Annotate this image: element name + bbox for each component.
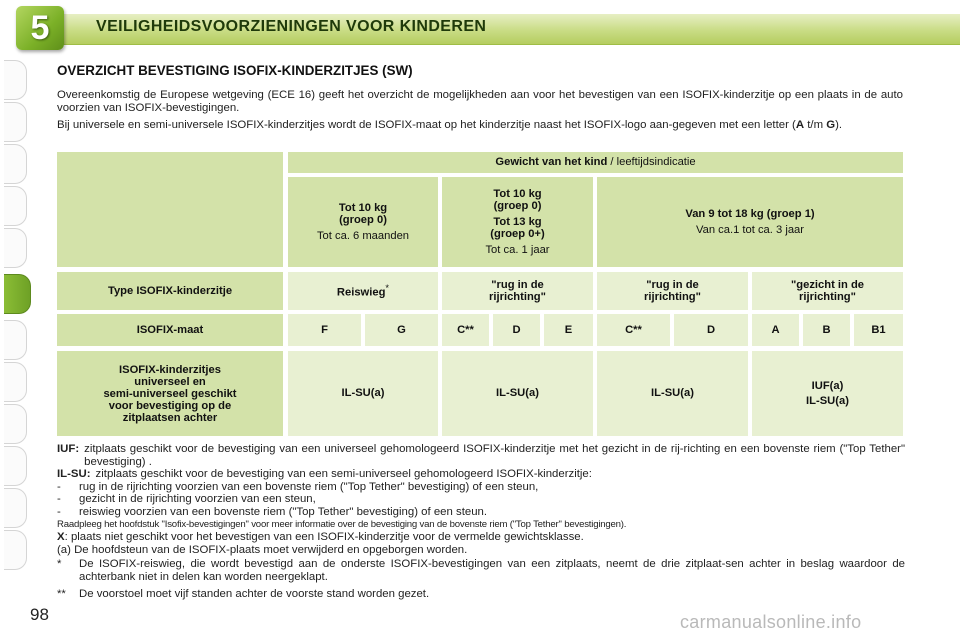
note-text: zitplaats geschikt voor de bevestiging van een universeel gehomologeerd ISOFIX-kinderzitje met het gezicht in de rij-richting en een bovenste riem ("Top Tether" bevestiging) .	[84, 443, 905, 468]
type-footnote-mark: *	[385, 283, 390, 294]
seat-cell: IL-SU(a)	[288, 351, 438, 436]
size-letter-a: A	[795, 119, 805, 131]
chapter-tab[interactable]	[4, 530, 27, 570]
chapter-tab-active[interactable]	[4, 274, 31, 314]
intro-text: t/m	[804, 119, 827, 131]
group-title: Tot 10 kg (groep 0)	[493, 187, 542, 213]
note-key: *	[57, 558, 62, 571]
type-cell	[288, 272, 438, 310]
size-cell: D	[493, 314, 540, 346]
note-star	[57, 558, 905, 583]
header-age-label: / leeftijdsindicatie	[607, 156, 696, 169]
intro-paragraph-2	[57, 119, 903, 132]
chapter-tab[interactable]	[4, 404, 27, 444]
seat-value: IL-SU(a)	[806, 395, 849, 407]
seat-value: IUF(a)	[811, 379, 844, 392]
table-corner	[57, 152, 283, 267]
size-cell: C**	[442, 314, 489, 346]
group-0plus-cell	[442, 177, 593, 267]
note-a: (a) De hoofdsteun van de ISOFIX-plaats moet verwijderd en opgeborgen worden.	[57, 543, 468, 556]
type-cell: "gezicht in de rijrichting"	[752, 272, 903, 310]
note-double-star	[57, 588, 905, 601]
note-dash: - gezicht in de rijrichting voorzien van een steun,	[57, 493, 905, 506]
seat-cell: IL-SU(a)	[442, 351, 593, 436]
group-age: Tot ca. 1 jaar	[485, 243, 550, 256]
type-value: Reiswieg	[336, 287, 386, 300]
chapter-tab[interactable]	[4, 320, 27, 360]
note-text: De voorstoel moet vijf standen achter de voorste stand worden gezet.	[79, 587, 430, 600]
chapter-tab[interactable]	[4, 102, 27, 142]
note-text: reiswieg voorzien van een bovenste riem ("Top Tether" bevestiging) of een steun.	[79, 505, 488, 518]
note-key: IL-SU:	[57, 468, 91, 481]
chapter-tab[interactable]	[4, 362, 27, 402]
table-header	[288, 152, 903, 173]
chapter-tab[interactable]	[4, 60, 27, 100]
seat-cell: IL-SU(a)	[597, 351, 748, 436]
type-cell: "rug in de rijrichting"	[597, 272, 748, 310]
note-text: zitplaats geschikt voor de bevestiging van een semi-universeel gehomologeerd ISOFIX-kinderzitje:	[95, 468, 592, 481]
size-cell: F	[288, 314, 361, 346]
group-title: Van 9 tot 18 kg (groep 1)	[685, 208, 815, 220]
size-cell: G	[365, 314, 438, 346]
group-0-cell	[288, 177, 438, 267]
note-text: : plaats niet geschikt voor het bevestigen van een ISOFIX-kinderzitje voor de vermelde gewichtsklasse.	[64, 531, 584, 544]
note-small: Raadpleeg het hoofdstuk "Isofix-bevestigingen" voor meer informatie over de bevestiging van de bovenste riem ("Top Tether" bevestigingen).	[57, 518, 627, 530]
note-text: De ISOFIX-reiswieg, die wordt bevestigd aan de onderste ISOFIX-bevestigingen van een zitplaats, neemt de drie zitplaat-sen achter in beslag waardoor de achterbank niet in delen kan worden neergeklapt.	[79, 558, 905, 583]
page-number: 98	[30, 605, 49, 624]
watermark: carmanualsonline.info	[680, 612, 862, 632]
size-label: ISOFIX-maat	[57, 314, 283, 346]
intro-paragraph-1: Overeenkomstig de Europese wetgeving (ECE 16) geeft het overzicht de mogelijkheden aan voor het bevestigen van een ISOFIX-kinderzitje op een plaats in de auto voorzien van ISOFIX-bevestigingen.	[57, 89, 903, 114]
type-label: Type ISOFIX-kinderzitje	[57, 272, 283, 310]
group-age: Tot ca. 6 maanden	[316, 229, 410, 242]
header-weight-label: Gewicht van het kind	[495, 156, 608, 169]
chapter-tab[interactable]	[4, 488, 27, 528]
page-header-title: VEILIGHEIDSVOORZIENINGEN VOOR KINDEREN	[96, 18, 487, 35]
note-dash: - reiswieg voorzien van een bovenste riem ("Top Tether" bevestiging) of een steun.	[57, 506, 905, 519]
seats-label: ISOFIX-kinderzitjes universeel en semi-universeel geschikt voor bevestiging op de zitplaatsen achter	[57, 351, 283, 436]
size-cell: D	[674, 314, 748, 346]
type-cell: "rug in de rijrichting"	[442, 272, 593, 310]
note-x	[57, 531, 905, 544]
chapter-badge	[16, 6, 64, 50]
footnotes	[57, 443, 905, 600]
size-cell: B	[803, 314, 850, 346]
chapter-tab[interactable]	[4, 228, 27, 268]
section-title: OVERZICHT BEVESTIGING ISOFIX-KINDERZITJES (SW)	[57, 63, 413, 78]
note-dash: - rug in de rijrichting voorzien van een bovenste riem ("Top Tether" bevestiging) of een steun,	[57, 481, 905, 494]
group-title: Tot 10 kg (groep 0)	[338, 201, 388, 227]
note-text: gezicht in de rijrichting voorzien van een steun,	[79, 493, 316, 506]
group-1-cell	[597, 177, 903, 267]
size-letter-g: G	[826, 119, 836, 131]
note-iuf	[57, 443, 905, 468]
size-cell: B1	[854, 314, 903, 346]
note-key: IUF:	[57, 443, 80, 455]
note-ilsu	[57, 468, 905, 481]
size-cell: C**	[597, 314, 670, 346]
note-key: X	[57, 531, 65, 544]
chapter-tab[interactable]	[4, 446, 27, 486]
chapter-tab[interactable]	[4, 186, 27, 226]
chapter-tabs	[0, 60, 36, 580]
note-key: **	[57, 587, 66, 600]
chapter-tab[interactable]	[4, 144, 27, 184]
note-text: rug in de rijrichting voorzien van een bovenste riem ("Top Tether" bevestiging) of een steun,	[79, 480, 539, 493]
intro-text: Bij universele en semi-universele ISOFIX-kinderzitjes wordt de ISOFIX-maat op het kinderzitje naast het ISOFIX-logo aan-gegeven met een letter (	[57, 119, 796, 131]
intro-text: ).	[835, 119, 843, 131]
group-age: Van ca.1 tot ca. 3 jaar	[695, 223, 804, 236]
chapter-number: 5	[30, 9, 50, 47]
group-title: Tot 13 kg (groep 0+)	[490, 215, 545, 241]
size-cell: A	[752, 314, 799, 346]
size-cell: E	[544, 314, 593, 346]
seat-cell	[752, 351, 903, 436]
